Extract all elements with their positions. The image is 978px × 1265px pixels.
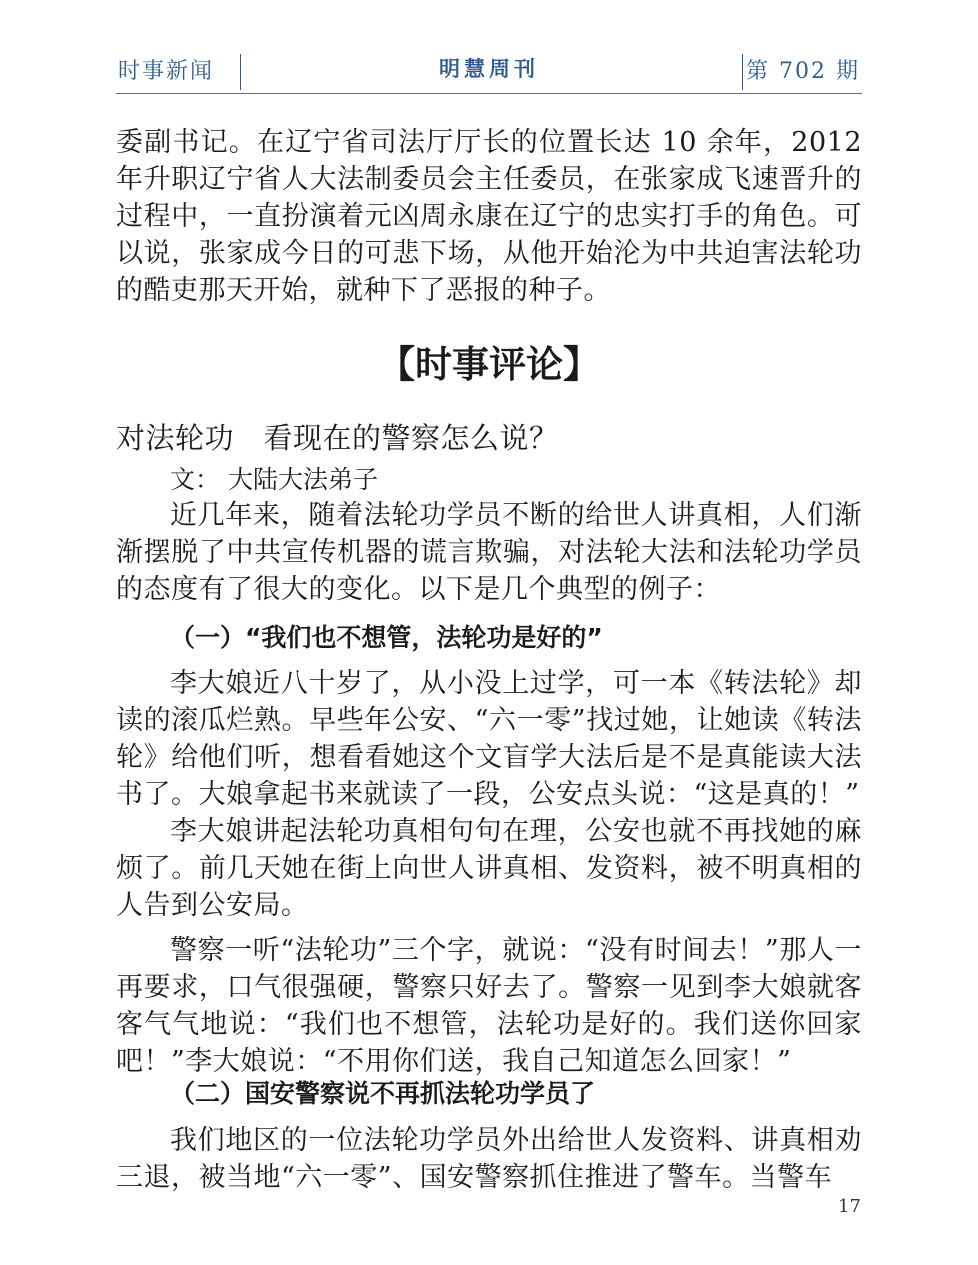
paragraph: 李大娘近八十岁了，从小没上过学，可一本《转法轮》却读的滚瓜烂熟。早些年公安、“六一零”找过她，让她读《转法轮》给他们听，想看看她这个文盲学大法后是不是真能读大法书了。大娘拿起书来就读了一段，公安点头说：“这是真的！” [116, 668, 862, 810]
subsection-1-body [116, 665, 862, 1080]
paragraph: 警察一听“法轮功”三个字，就说：“没有时间去！”那人一再要求，口气很强硬，警察只好去了。警察一见到李大娘就客客气气地说：“我们也不想管，法轮功是好的。我们送你回家吧！”李大娘说：“不用你们送，我自己知道怎么回家！” [116, 935, 862, 1077]
intro-paragraph: 委副书记。在辽宁省司法厅厅长的位置长达 10 余年，2012 年升职辽宁省人大法制委员会主任委员，在张家成飞速晋升的过程中，一直扮演着元凶周永康在辽宁的忠实打手的角色。可以说，张家成今日的可悲下场，从他开始沦为中共迫害法轮功的酷吏那天开始，就种下了恶报的种子。 [116, 127, 862, 306]
header-publication-title: 明慧周刊 [439, 57, 539, 81]
subheading-2: （二）国安警察说不再抓法轮功学员了 [170, 1079, 596, 1108]
header-issue-number: 第 702 期 [746, 59, 860, 84]
article-lead-block [116, 497, 862, 608]
header-section-name: 时事新闻 [118, 59, 215, 84]
header-rule [116, 93, 862, 94]
paragraph: 李大娘讲起法轮功真相句句在理，公安也就不再找她的麻烦了。前几天她在街上向世人讲真相、发资料，被不明真相的人告到公安局。 [116, 816, 862, 921]
subsection-2-body [116, 1122, 862, 1196]
header-divider [742, 54, 743, 90]
article-title: 对法轮功 看现在的警察怎么说？ [116, 421, 559, 455]
article-lead: 近几年来，随着法轮功学员不断的给世人讲真相，人们渐渐摆脱了中共宣传机器的谎言欺骗，对法轮大法和法轮功学员的态度有了很大的变化。以下是几个典型的例子： [116, 500, 862, 605]
article-byline: 文： 大陆大法弟子 [170, 465, 378, 494]
paragraph: 我们地区的一位法轮功学员外出给世人发资料、讲真相劝三退，被当地“六一零”、国安警察抓住推进了警车。当警车 [116, 1125, 862, 1193]
section-title: 【时事评论】 [378, 343, 600, 386]
intro-block [116, 124, 862, 309]
subheading-1: （一）“我们也不想管，法轮功是好的” [170, 623, 603, 652]
page-header [116, 48, 862, 94]
page-number: 17 [838, 1196, 861, 1217]
